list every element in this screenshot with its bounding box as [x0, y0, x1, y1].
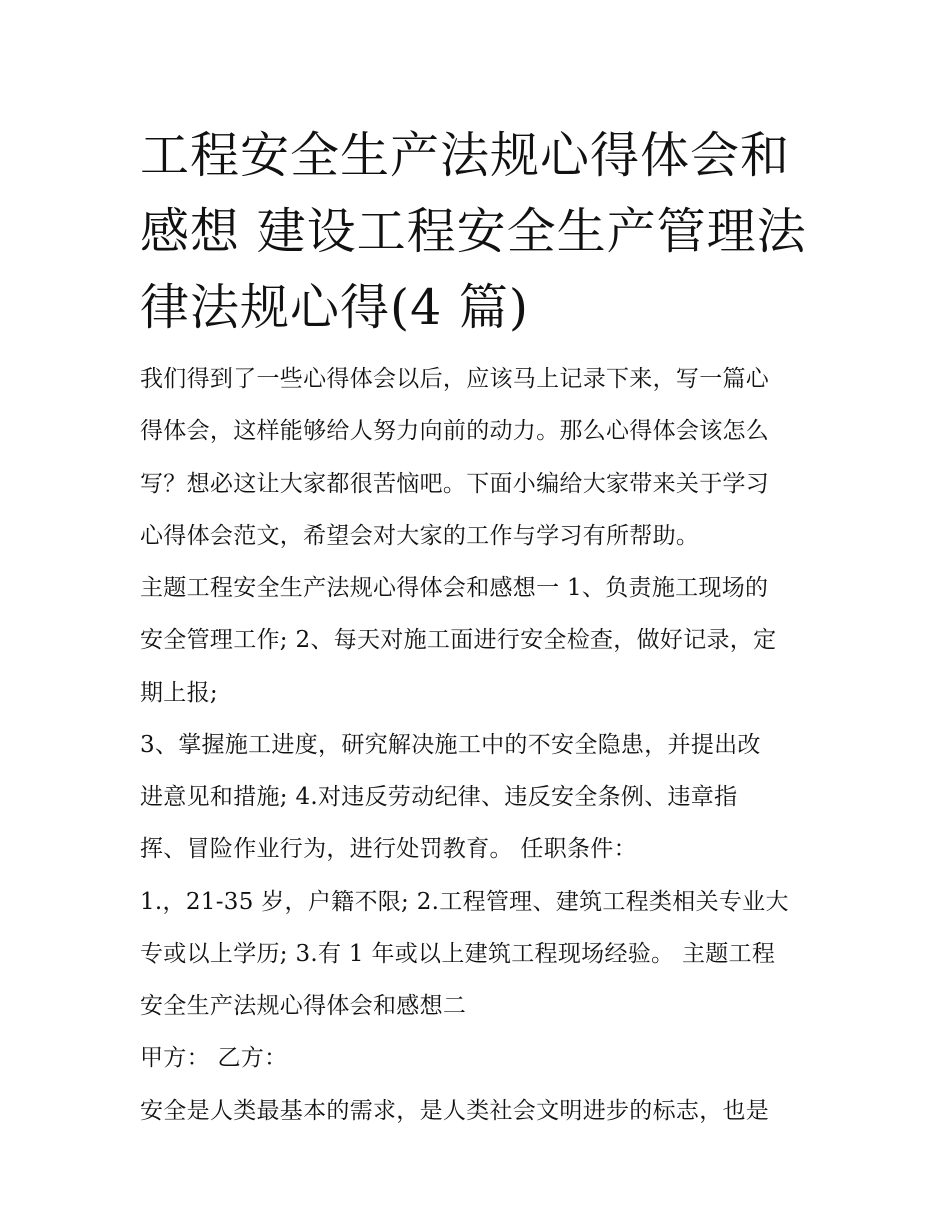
body-line: 我们得到了一些心得体会以后，应该马上记录下来，写一篇心	[140, 366, 770, 392]
body-line: 心得体会范文，希望会对大家的工作与学习有所帮助。	[140, 522, 700, 549]
body-line: 安全是人类最基本的需求，是人类社会文明进步的标志，也是	[140, 1097, 770, 1124]
body-line: 挥、冒险作业行为，进行处罚教育。 任职条件：	[140, 836, 637, 863]
body-line: 安全管理工作; 2、每天对施工面进行安全检查，做好记录，定	[140, 627, 777, 654]
body-line: 3、掌握施工进度，研究解决施工中的不安全隐患，并提出改	[140, 731, 761, 758]
document-title	[140, 118, 820, 346]
body-line: 专或以上学历; 3.有 1 年或以上建筑工程现场经验。 主题工程	[140, 940, 776, 967]
body-line: 得体会，这样能够给人努力向前的动力。那么心得体会该怎么	[140, 418, 770, 445]
body-line: 进意见和措施; 4.对违反劳动纪律、违反安全条例、违章指	[140, 784, 738, 810]
document-body	[140, 360, 830, 1144]
body-line: 安全生产法规心得体会和感想二	[140, 993, 467, 1019]
body-line: 甲方： 乙方：	[140, 1045, 288, 1072]
title-line: 律法规心得(4 篇)	[140, 279, 529, 336]
body-line: 1.，21-35 岁，户籍不限; 2.工程管理、建筑工程类相关专业大	[140, 888, 789, 915]
title-line: 工程安全生产法规心得体会和	[140, 127, 791, 184]
body-line: 写？想必这让大家都很苦恼吧。下面小编给大家带来关于学习	[140, 470, 770, 497]
body-line: 主题工程安全生产法规心得体会和感想一 1、负责施工现场的	[140, 575, 769, 601]
title-line: 感想 建设工程安全生产管理法	[140, 203, 807, 260]
body-line: 期上报;	[140, 679, 218, 706]
